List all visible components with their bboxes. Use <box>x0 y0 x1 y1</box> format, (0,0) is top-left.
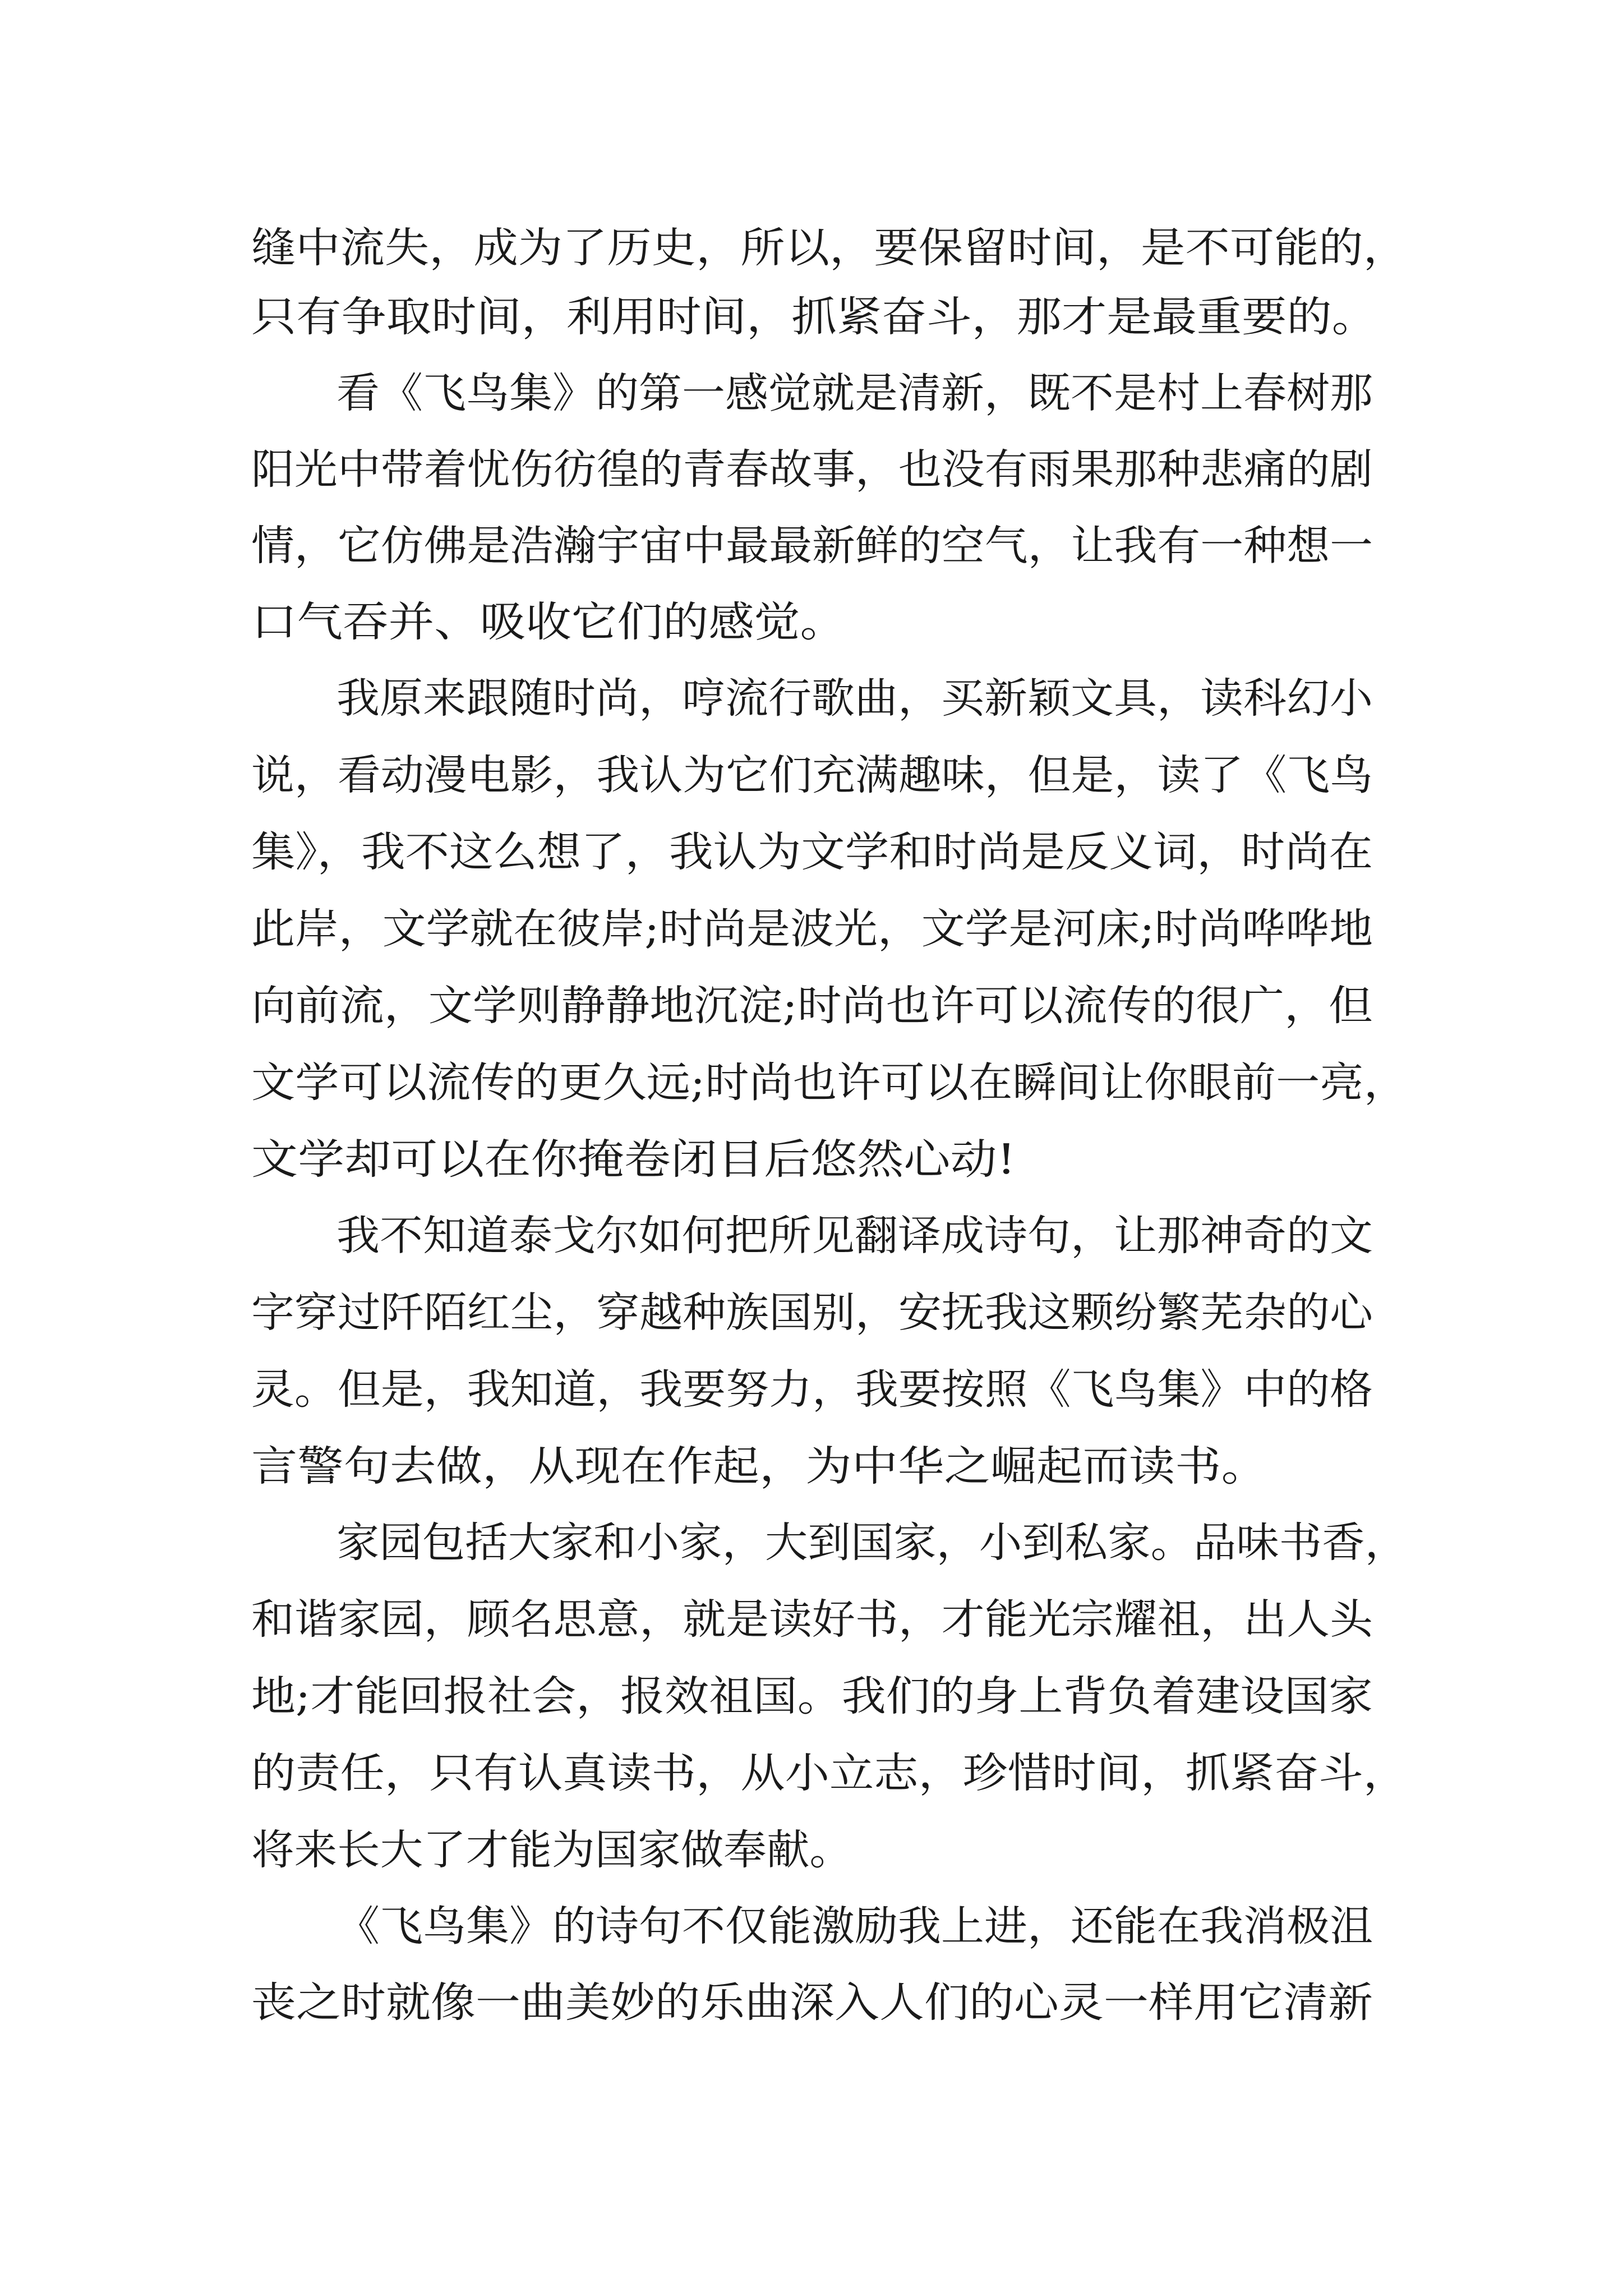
text-line: 说，看动漫电影，我认为它们充满趣味，但是，读了《飞鸟 <box>251 751 1373 799</box>
text-line: 文学可以流传的更久远;时尚也许可以在瞬间让你眼前一亮， <box>251 1059 1408 1107</box>
text-line: 将来长大了才能为国家做奉献。 <box>251 1826 852 1874</box>
text-line: 缝中流失，成为了历史，所以，要保留时间，是不可能的， <box>251 224 1408 272</box>
text-line: 言警句去做，从现在作起，为中华之崛起而读书。 <box>251 1442 1267 1490</box>
text-line: 情，它仿佛是浩瀚宇宙中最最新鲜的空气，让我有一种想一 <box>251 522 1373 570</box>
text-line: 此岸，文学就在彼岸;时尚是波光，文学是河床;时尚哗哗地 <box>251 905 1373 953</box>
paragraph-first-line: 我不知道泰戈尔如何把所见翻译成诗句，让那神奇的文 <box>336 1212 1373 1260</box>
paragraph-first-line: 家园包括大家和小家，大到国家，小到私家。品味书香， <box>336 1519 1408 1567</box>
text-line: 的责任，只有认真读书，从小立志，珍惜时间，抓紧奋斗， <box>251 1749 1408 1797</box>
text-line: 丧之时就像一曲美妙的乐曲深入人们的心灵一样用它清新 <box>251 1978 1373 2027</box>
text-line: 地;才能回报社会，报效祖国。我们的身上背负着建设国家 <box>251 1672 1373 1720</box>
text-line: 文学却可以在你掩卷闭目后悠然心动! <box>251 1135 1016 1184</box>
text-line: 集》，我不这么想了，我认为文学和时尚是反义词，时尚在 <box>251 828 1373 876</box>
text-line: 阳光中带着忧伤彷徨的青春故事，也没有雨果那种悲痛的剧 <box>251 445 1373 494</box>
text-line: 向前流，文学则静静地沉淀;时尚也许可以流传的很广，但 <box>251 982 1373 1030</box>
text-line: 和谐家园，顾名思意，就是读好书，才能光宗耀祖，出人头 <box>251 1595 1373 1644</box>
paragraph-first-line: 我原来跟随时尚，哼流行歌曲，买新颖文具，读科幻小 <box>336 674 1373 723</box>
paragraph-first-line: 《飞鸟集》的诗句不仅能激励我上进，还能在我消极沮 <box>336 1902 1373 1950</box>
paragraph-first-line: 看《飞鸟集》的第一感觉就是清新，既不是村上春树那 <box>336 369 1373 417</box>
text-line: 灵。但是，我知道，我要努力，我要按照《飞鸟集》中的格 <box>251 1365 1373 1414</box>
text-line: 字穿过阡陌红尘，穿越种族国别，安抚我这颗纷繁芜杂的心 <box>251 1289 1373 1337</box>
text-line: 只有争取时间，利用时间，抓紧奋斗，那才是最重要的。 <box>251 293 1377 341</box>
text-line: 口气吞并、吸收它们的感觉。 <box>251 598 846 646</box>
